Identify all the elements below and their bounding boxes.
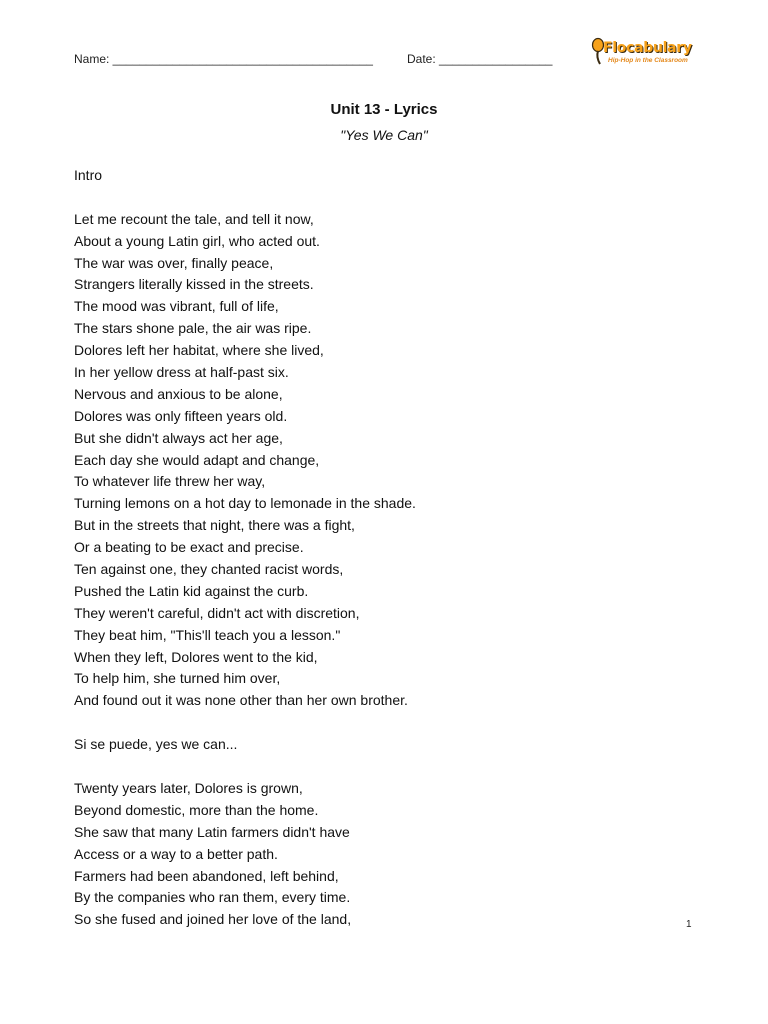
lyric-line: Turning lemons on a hot day to lemonade in the shade. bbox=[74, 495, 416, 512]
lyric-line: She saw that many Latin farmers didn't have bbox=[74, 823, 350, 840]
lyric-line: So she fused and joined her love of the land, bbox=[74, 911, 352, 928]
lyric-line: Dolores was only fifteen years old. bbox=[74, 407, 288, 424]
lyric-line: Twenty years later, Dolores is grown, bbox=[74, 779, 303, 796]
header-fields bbox=[74, 52, 553, 66]
lyric-line: But in the streets that night, there was a fight, bbox=[74, 517, 355, 534]
page-title: Unit 13 - Lyrics bbox=[330, 101, 438, 118]
lyric-line: Or a beating to be exact and precise. bbox=[74, 539, 304, 556]
lyric-line: When they left, Dolores went to the kid, bbox=[74, 648, 318, 665]
lyric-line: Pushed the Latin kid against the curb. bbox=[74, 582, 309, 599]
lyrics-body bbox=[74, 165, 416, 931]
page-number: 1 bbox=[686, 919, 692, 930]
lyric-line: About a young Latin girl, who acted out. bbox=[74, 232, 320, 249]
lyric-line: Dolores left her habitat, where she lived, bbox=[74, 342, 324, 359]
lyric-line: By the companies who ran them, every time. bbox=[74, 889, 351, 906]
lyric-line: But she didn't always act her age, bbox=[74, 429, 283, 446]
lyric-line: In her yellow dress at half-past six. bbox=[74, 364, 289, 381]
lyric-line: Access or a way to a better path. bbox=[74, 845, 278, 862]
song-title: "Yes We Can" bbox=[340, 127, 428, 143]
lyric-line: To whatever life threw her way, bbox=[74, 473, 266, 490]
lyric-line: Beyond domestic, more than the home. bbox=[74, 801, 319, 818]
lyric-line: They weren't careful, didn't act with discretion, bbox=[74, 604, 360, 621]
lyric-line: Farmers had been abandoned, left behind, bbox=[74, 867, 339, 884]
lyric-line: Si se puede, yes we can... bbox=[74, 736, 238, 753]
lyric-line: Let me recount the tale, and tell it now, bbox=[74, 210, 314, 227]
lyric-line: The mood was vibrant, full of life, bbox=[74, 298, 279, 315]
logo-tagline: Hip-Hop in the Classroom bbox=[608, 57, 688, 64]
lyric-line: Nervous and anxious to be alone, bbox=[74, 385, 283, 402]
logo-wordmark: Flocabulary bbox=[603, 40, 692, 56]
lyric-line: Strangers literally kissed in the streets. bbox=[74, 276, 314, 293]
lyric-line: Each day she would adapt and change, bbox=[74, 451, 320, 468]
stanza-gap bbox=[74, 187, 416, 209]
lyric-line: And found out it was none other than her own brother. bbox=[74, 692, 408, 709]
name-field-label: Name: _______________________________________ bbox=[74, 52, 373, 66]
lyric-line: They beat him, "This'll teach you a lesson." bbox=[74, 626, 341, 643]
lyric-line: To help him, she turned him over, bbox=[74, 670, 281, 687]
lyric-line: Ten against one, they chanted racist words, bbox=[74, 561, 344, 578]
lyric-line: The stars shone pale, the air was ripe. bbox=[74, 320, 312, 337]
section-heading: Intro bbox=[74, 167, 103, 183]
date-field-label: Date: _________________ bbox=[407, 52, 553, 66]
stanza-gap bbox=[74, 756, 416, 778]
flocabulary-logo bbox=[590, 37, 690, 69]
lyric-line: The war was over, finally peace, bbox=[74, 254, 274, 271]
stanza-gap bbox=[74, 712, 416, 734]
